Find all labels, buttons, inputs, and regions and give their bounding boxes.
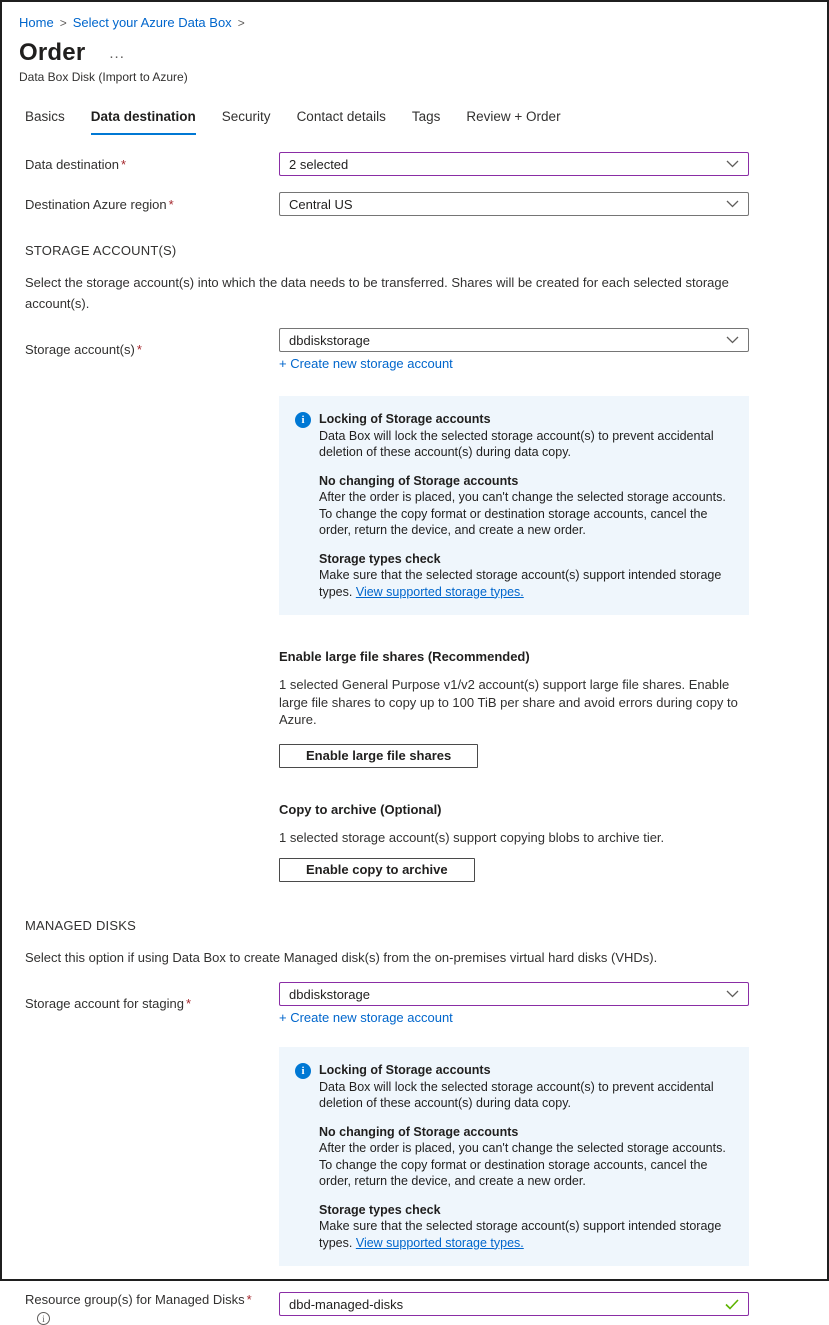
tab-data-destination[interactable]: Data destination [91, 109, 196, 135]
managed-disks-description: Select this option if using Data Box to create Managed disk(s) from the on-premises virtual hard disks (VHDs). [25, 950, 658, 965]
breadcrumb-link-select-data-box[interactable]: Select your Azure Data Box [72, 15, 232, 30]
more-menu-icon[interactable]: ... [109, 45, 125, 62]
large-file-shares-heading: Enable large file shares (Recommended) [279, 649, 530, 664]
info-body-no-changing: After the order is placed, you can't change the selected storage accounts. To change the copy format or destination storage accounts, cancel the order, return the device, and create a new order. [319, 1141, 726, 1188]
required-asterisk: * [168, 196, 174, 212]
resource-group-info-icon[interactable]: i [37, 1312, 50, 1325]
tab-tags[interactable]: Tags [411, 109, 441, 124]
tab-bar [25, 109, 810, 136]
info-title-locking: Locking of Storage accounts [319, 412, 491, 426]
storage-accounts-heading: STORAGE ACCOUNT(S) [25, 243, 177, 258]
storage-account-dropdown[interactable] [279, 328, 749, 352]
resource-group-label: Resource group(s) for Managed Disks * [25, 1292, 252, 1307]
info-title-no-changing: No changing of Storage accounts [319, 473, 519, 488]
info-body-no-changing: After the order is placed, you can't change the selected storage accounts. To change the copy format or destination storage accounts, cancel the order, return the device, and create a new order. [319, 490, 726, 537]
resource-group-field [279, 1292, 749, 1316]
managed-disks-heading: MANAGED DISKS [25, 918, 136, 933]
page-subtitle: Data Box Disk (Import to Azure) [19, 70, 188, 84]
required-asterisk: * [246, 1292, 252, 1307]
page-title: Order [19, 39, 86, 66]
data-destination-dropdown[interactable] [279, 152, 749, 176]
enable-large-file-shares-button[interactable]: Enable large file shares [279, 744, 478, 768]
supported-storage-types-link[interactable]: View supported storage types. [355, 584, 524, 599]
breadcrumb-separator: > [59, 15, 67, 30]
chevron-down-icon [726, 336, 739, 344]
data-destination-label: Data destination * [25, 156, 127, 172]
resource-group-input[interactable] [289, 1297, 725, 1312]
info-body-storage-types: Make sure that the selected storage account(s) support intended storage types. View supported storage types. [319, 1219, 722, 1250]
info-body-locking: Data Box will lock the selected storage account(s) to prevent accidental deletion of these account(s) during data copy. [319, 428, 714, 459]
valid-checkmark-icon [725, 1299, 739, 1310]
data-destination-value: 2 selected [289, 156, 349, 172]
chevron-down-icon [726, 990, 739, 998]
staging-info-box [279, 1047, 749, 1266]
destination-region-label: Destination Azure region * [25, 196, 174, 212]
tab-review-order[interactable]: Review + Order [466, 109, 561, 124]
destination-region-dropdown[interactable] [279, 192, 749, 216]
copy-to-archive-heading: Copy to archive (Optional) [279, 801, 442, 817]
storage-info-box [279, 396, 749, 615]
info-title-storage-types: Storage types check [319, 1202, 441, 1217]
staging-account-value: dbdiskstorage [289, 986, 370, 1002]
storage-account-value: dbdiskstorage [289, 332, 370, 348]
info-title-locking: Locking of Storage accounts [319, 1063, 491, 1077]
chevron-down-icon [726, 160, 739, 168]
info-icon: i [295, 1063, 311, 1079]
info-icon: i [295, 412, 311, 428]
required-asterisk: * [120, 156, 127, 172]
storage-accounts-description: Select the storage account(s) into which the data needs to be transferred. Shares will be created for each selected storage account(s). [25, 275, 729, 311]
supported-storage-types-link[interactable]: View supported storage types. [355, 1235, 524, 1250]
large-file-shares-description: 1 selected General Purpose v1/v2 account(s) support large file shares. Enable large file shares to copy up to 100 TiB per share and avoid errors during copy to Azure. [279, 677, 738, 727]
storage-account-label: Storage account(s) * [25, 342, 142, 357]
copy-to-archive-description: 1 selected storage account(s) support copying blobs to archive tier. [279, 829, 665, 845]
create-staging-account-link[interactable]: + Create new storage account [279, 1010, 453, 1025]
tab-contact-details[interactable]: Contact details [296, 109, 386, 124]
tab-security[interactable]: Security [221, 109, 271, 124]
info-title-storage-types: Storage types check [319, 551, 441, 566]
enable-copy-to-archive-button[interactable]: Enable copy to archive [279, 858, 475, 882]
create-storage-account-link[interactable]: + Create new storage account [279, 356, 453, 371]
staging-account-dropdown[interactable] [279, 982, 749, 1006]
info-body-storage-types: Make sure that the selected storage account(s) support intended storage types. View supported storage types. [319, 568, 722, 599]
info-title-no-changing: No changing of Storage accounts [319, 1124, 519, 1139]
tab-basics[interactable]: Basics [25, 109, 65, 124]
breadcrumb-link-home[interactable]: Home [19, 15, 54, 30]
info-body-locking: Data Box will lock the selected storage account(s) to prevent accidental deletion of these account(s) during data copy. [319, 1079, 714, 1110]
destination-region-value: Central US [289, 196, 353, 212]
chevron-down-icon [726, 200, 739, 208]
required-asterisk: * [136, 342, 142, 357]
breadcrumb-separator: > [237, 15, 245, 30]
staging-account-label: Storage account for staging * [25, 996, 192, 1011]
breadcrumb [19, 15, 810, 30]
required-asterisk: * [186, 996, 192, 1011]
